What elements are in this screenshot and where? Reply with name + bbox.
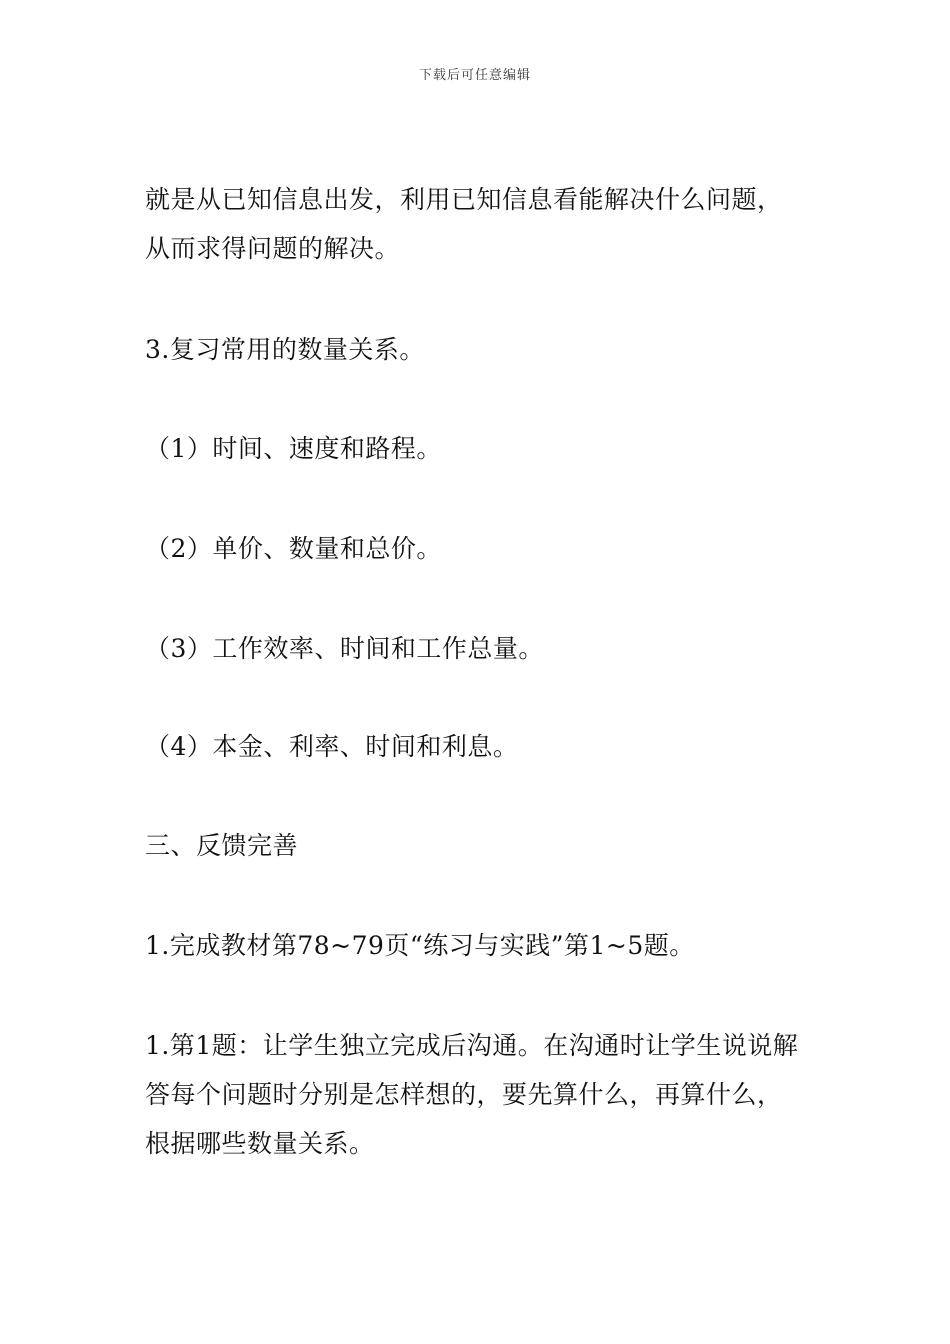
paragraph-line: 从而求得问题的解决。 xyxy=(145,234,401,263)
page-header: 下载后可任意编辑 xyxy=(418,68,531,83)
section-heading: 3.复习常用的数量关系。 xyxy=(145,335,425,364)
paragraph-line: 1.第1题：让学生独立完成后沟通。在沟通时让学生说说解 xyxy=(145,1031,799,1060)
paragraph-line: 1.完成教材第78~79页“练习与实践”第1~5题。 xyxy=(145,931,695,960)
list-item: （3）工作效率、时间和工作总量。 xyxy=(145,634,544,663)
section-heading: 三、反馈完善 xyxy=(145,831,299,860)
paragraph-line: 根据哪些数量关系。 xyxy=(145,1129,375,1158)
list-item: （2）单价、数量和总价。 xyxy=(145,534,442,563)
paragraph-line: 答每个问题时分别是怎样想的，要先算什么，再算什么， xyxy=(145,1080,783,1109)
paragraph-line: 就是从已知信息出发，利用已知信息看能解决什么问题， xyxy=(145,185,783,214)
list-item: （1）时间、速度和路程。 xyxy=(145,434,442,463)
list-item: （4）本金、利率、时间和利息。 xyxy=(145,732,519,761)
